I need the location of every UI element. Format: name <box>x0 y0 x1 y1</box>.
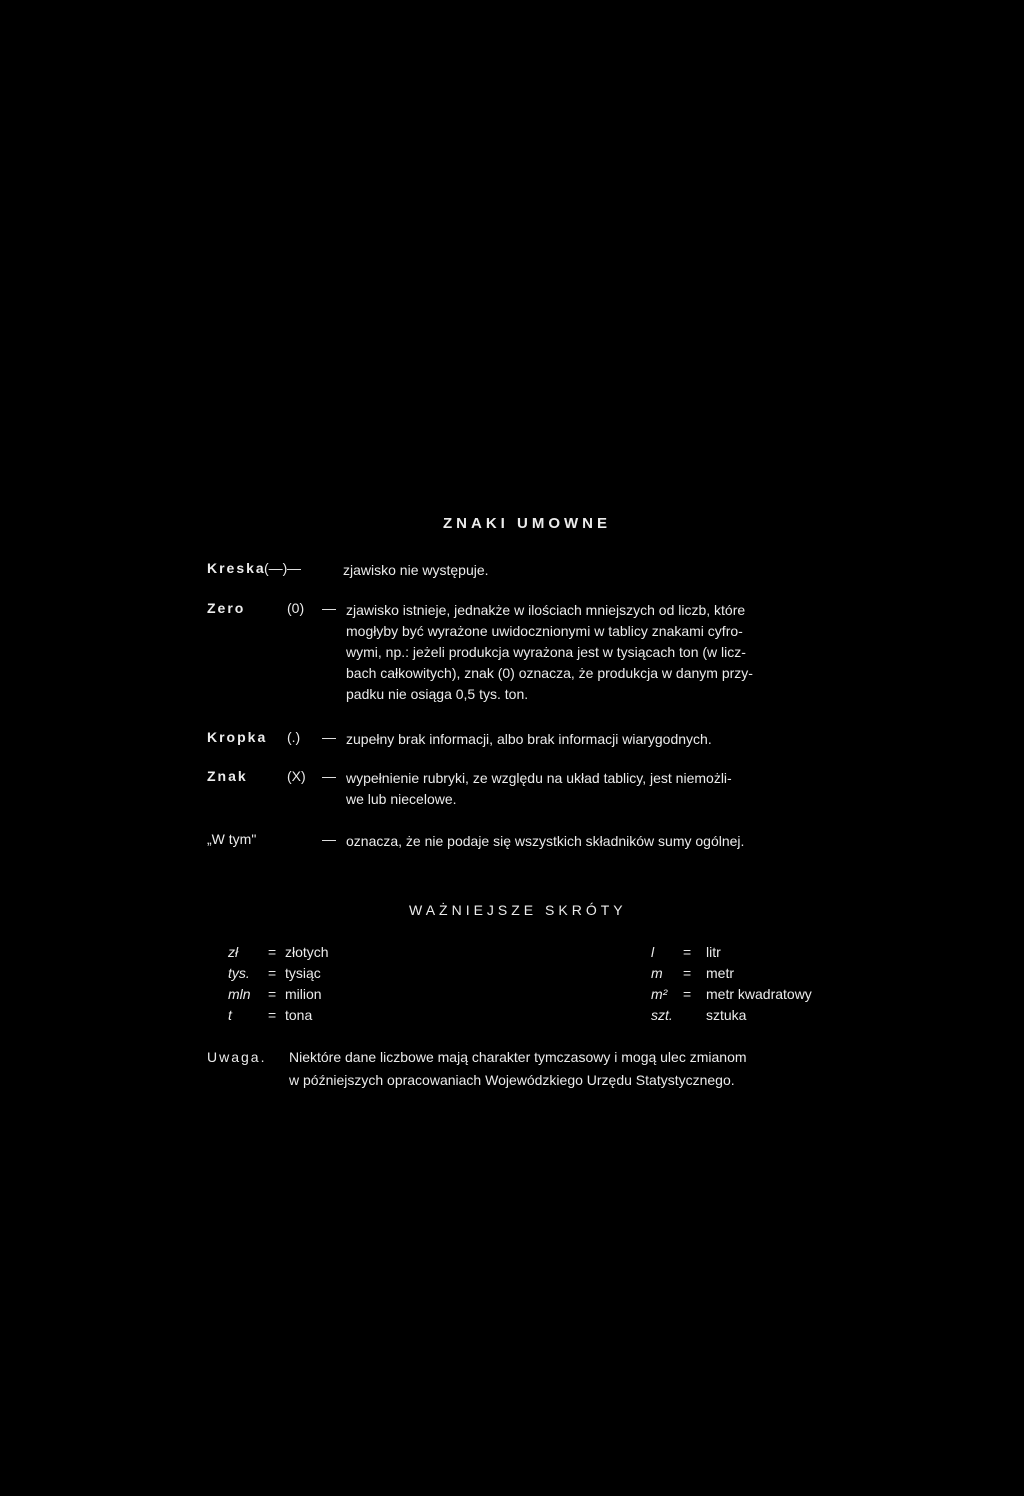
description-line: oznacza, że nie podaje się wszystkich składników sumy ogólnej. <box>346 833 745 849</box>
note-line: w późniejszych opracowaniach Wojewódzkiego Urzędu Statystycznego. <box>289 1072 735 1088</box>
symbol-row-zero <box>207 600 753 702</box>
description-line: wypełnienie rubryki, ze względu na układ tablicy, jest niemożli- <box>346 770 732 786</box>
equals-sign: = <box>268 986 277 1002</box>
symbol-row-kreska <box>207 560 489 578</box>
symbol-description <box>346 729 873 750</box>
symbol-term: Kreska <box>207 560 266 576</box>
abbreviation-value: złotych <box>285 944 329 960</box>
equals-sign: = <box>268 944 277 960</box>
abbreviation-value: tona <box>285 1007 313 1023</box>
symbol-code: (0) <box>287 600 305 616</box>
symbol-code: (.) <box>287 729 301 745</box>
symbol-description <box>346 600 873 705</box>
abbreviation-key: t <box>228 1007 232 1023</box>
symbol-code: (—) <box>264 560 288 576</box>
abbreviation-key: zł <box>228 944 239 960</box>
symbol-dash: — <box>287 560 301 576</box>
abbreviation-value: tysiąc <box>285 965 321 981</box>
abbreviations-title: WAŻNIEJSZE SKRÓTY <box>409 902 627 918</box>
symbol-description <box>343 560 489 581</box>
equals-sign: = <box>683 944 692 960</box>
symbol-term: „W tym" <box>207 831 257 847</box>
abbreviation-value: metr kwadratowy <box>706 986 812 1002</box>
symbol-dash: — <box>322 831 336 847</box>
description-line: zjawisko nie występuje. <box>343 562 489 578</box>
equals-sign: = <box>268 1007 277 1023</box>
note-label: Uwaga. <box>207 1049 267 1065</box>
symbol-row-znak <box>207 768 732 807</box>
symbol-description <box>346 831 873 852</box>
symbol-dash: — <box>322 729 336 745</box>
abbreviation-value: sztuka <box>706 1007 747 1023</box>
equals-sign: = <box>268 965 277 981</box>
abbreviation-key: mln <box>228 986 251 1002</box>
note-line: Niektóre dane liczbowe mają charakter tymczasowy i mogą ulec zmianom <box>289 1049 747 1065</box>
equals-sign: = <box>683 965 692 981</box>
abbreviation-value: milion <box>285 986 322 1002</box>
abbreviation-value: litr <box>706 944 721 960</box>
abbreviation-key: l <box>651 944 655 960</box>
symbol-row-w-tym <box>207 831 745 849</box>
symbol-term: Znak <box>207 768 248 784</box>
note-text <box>289 1046 747 1092</box>
symbol-term: Zero <box>207 600 246 616</box>
equals-sign: = <box>683 986 692 1002</box>
symbol-term: Kropka <box>207 729 268 745</box>
description-line: wymi, np.: jeżeli produkcja wyrażona jest w tysiącach ton (w licz- <box>346 644 746 660</box>
abbreviation-key: m <box>651 965 663 981</box>
symbol-code: (X) <box>287 768 306 784</box>
description-line: zjawisko istnieje, jednakże w ilościach mniejszych od liczb, które <box>346 602 746 618</box>
symbol-dash: — <box>322 600 336 616</box>
page-title: ZNAKI UMOWNE <box>443 515 611 532</box>
abbreviation-key: szt. <box>651 1007 673 1023</box>
abbreviation-key: tys. <box>228 965 250 981</box>
description-line: padku nie osiąga 0,5 tys. ton. <box>346 686 529 702</box>
symbol-dash: — <box>322 768 336 784</box>
description-line: mogłyby być wyrażone uwidocznionymi w tablicy znakami cyfro- <box>346 623 743 639</box>
description-line: zupełny brak informacji, albo brak informacji wiarygodnych. <box>346 731 712 747</box>
symbol-row-kropka <box>207 729 712 747</box>
symbol-description <box>346 768 873 810</box>
abbreviation-key: m² <box>651 986 668 1002</box>
abbreviation-value: metr <box>706 965 734 981</box>
description-line: we lub niecelowe. <box>346 791 457 807</box>
description-line: bach całkowitych), znak (0) oznacza, że produkcja w danym przy- <box>346 665 753 681</box>
